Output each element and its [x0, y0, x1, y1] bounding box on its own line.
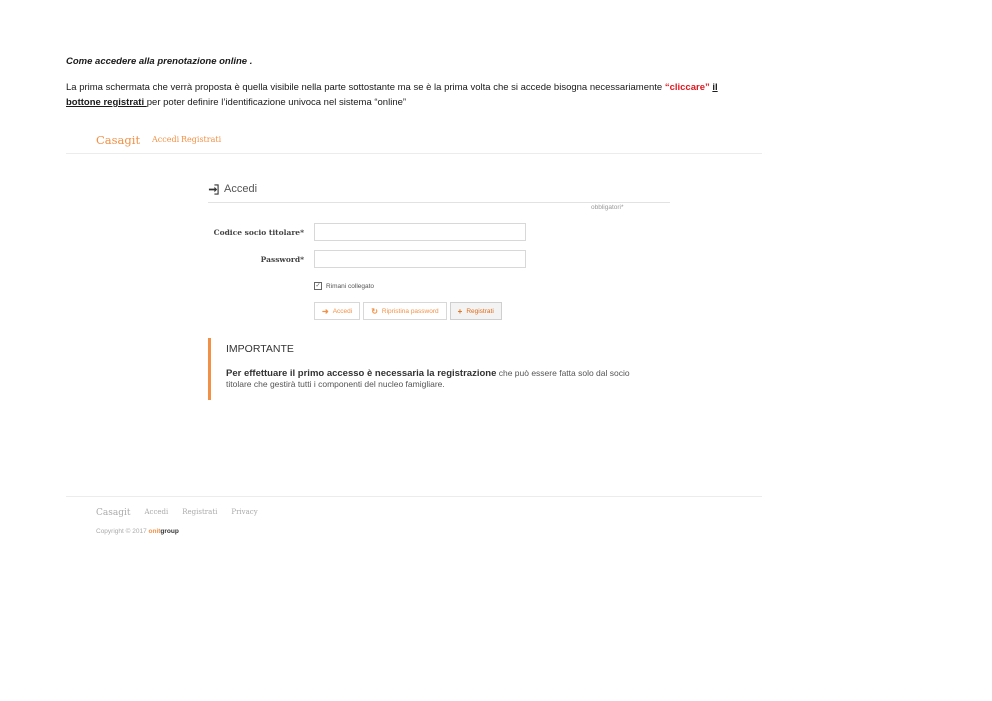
- footer-divider: [66, 496, 762, 497]
- button-row: [314, 302, 505, 320]
- password-label: Password*: [260, 255, 304, 264]
- intro-text-end: per poter definire l’identificazione univoca nel sistema “online”: [146, 97, 407, 108]
- intro-paragraph: [66, 80, 906, 110]
- plus-icon: +: [457, 306, 463, 316]
- footer-brand[interactable]: Casagit: [96, 508, 131, 518]
- password-input[interactable]: [314, 250, 526, 268]
- checkbox-icon[interactable]: ✓: [315, 283, 321, 289]
- click-emphasis: “cliccare”: [664, 82, 710, 93]
- important-title: IMPORTANTE: [226, 343, 294, 355]
- footer-nav: [96, 508, 258, 518]
- intro-text: La prima schermata che verrà proposta è quella visibile nella parte sottostante ma se è la prima volta che si accede bisogna necessariamente: [66, 82, 665, 93]
- top-navbar: [66, 126, 762, 154]
- copyright: Copyright © 2017 onitgroup: [96, 528, 179, 535]
- embedded-login-screenshot: [66, 126, 762, 546]
- accedi-button[interactable]: ➜ Accedi: [314, 302, 360, 320]
- required-note: obbligatori*: [591, 204, 624, 211]
- login-title: [208, 183, 257, 195]
- ripristina-password-button[interactable]: ↻ Ripristina password: [363, 302, 446, 320]
- remember-me[interactable]: [314, 282, 374, 290]
- group-logo: group: [160, 528, 179, 535]
- sign-in-icon: [208, 184, 219, 195]
- codice-input[interactable]: [314, 223, 526, 241]
- sign-in-icon: ➜: [322, 306, 329, 316]
- nav-registrati[interactable]: Registrati: [181, 135, 222, 144]
- onit-logo: onit: [148, 528, 161, 535]
- underline-register-button: bottone registrati: [66, 97, 147, 108]
- important-text: Per effettuare il primo accesso è necessaria la registrazione che può essere fatta solo dal socio titolare che gestirà tutti i componenti del nucleo famigliare.: [226, 368, 630, 389]
- footer-link-privacy[interactable]: Privacy: [231, 508, 258, 516]
- document-heading: Come accedere alla prenotazione online .: [66, 56, 253, 67]
- login-title-text: Accedi: [224, 183, 258, 195]
- divider: [208, 202, 670, 203]
- codice-label: Codice socio titolare*: [213, 228, 304, 237]
- footer-link-accedi[interactable]: Accedi: [144, 508, 169, 516]
- refresh-icon: ↻: [371, 306, 378, 316]
- registrati-button[interactable]: + Registrati: [450, 302, 502, 320]
- footer-link-registrati[interactable]: Registrati: [182, 508, 218, 516]
- important-notice: [208, 338, 651, 400]
- nav-accedi[interactable]: Accedi: [152, 135, 180, 144]
- remember-label: Rimani collegato: [326, 282, 375, 290]
- underline-il: il: [712, 82, 718, 93]
- brand-logo[interactable]: Casagit: [96, 133, 141, 147]
